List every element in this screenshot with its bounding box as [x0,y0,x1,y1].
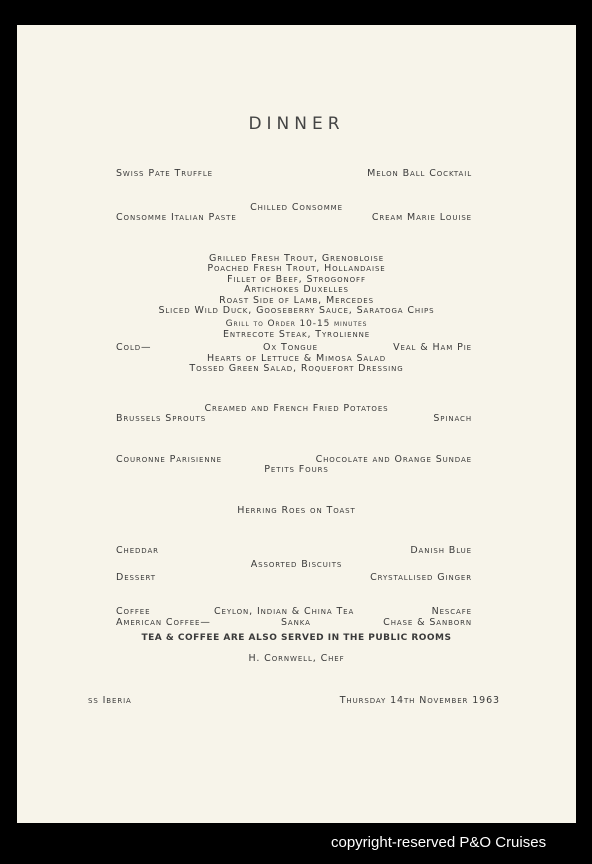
menu-title: DINNER [248,114,345,134]
beverage-coffee: Coffee [116,606,151,617]
dessert-fruit-right: Crystallised Ginger [370,572,472,583]
main-course: Grilled Fresh Trout, Grenobloise [208,253,385,264]
soup-right: Cream Marie Louise [371,212,472,223]
menu-date: Thursday 14th November 1963 [339,695,500,706]
main-course: Poached Fresh Trout, Hollandaise [207,263,386,274]
salad: Tossed Green Salad, Roquefort Dressing [189,363,404,374]
dessert-left: Couronne Parisienne [116,454,222,465]
main-course: Roast Side of Lamb, Mercedes [219,295,374,306]
dessert-center: Petits Fours [264,464,329,475]
soup-left: Consomme Italian Paste [116,212,237,223]
soup-center: Chilled Consomme [250,202,343,213]
beverage-american: American Coffee— [116,617,211,628]
main-course: Artichokes Duxelles [244,284,349,295]
ship-name: ss Iberia [88,695,132,706]
vegetable-left: Brussels Sprouts [116,413,207,424]
cold-item-ox-tongue: Ox Tongue [263,342,318,353]
beverage-chase: Chase & Sanborn [383,617,472,628]
cheese-left: Cheddar [116,545,159,556]
copyright-notice: copyright-reserved P&O Cruises [331,834,547,851]
cold-item-pie: Veal & Ham Pie [393,342,472,353]
main-course: Sliced Wild Duck, Gooseberry Sauce, Saratoga Chips [158,305,435,316]
savoury: Herring Roes on Toast [237,505,356,516]
grill-note: Grill to Order 10-15 minutes [225,319,368,329]
main-course: Fillet of Beef, Strogonoff [227,274,366,285]
salad: Hearts of Lettuce & Mimosa Salad [206,353,387,364]
chef-signature: H. Cornwell, Chef [248,653,345,664]
dessert-fruit-left: Dessert [116,572,156,583]
beverage-tea: Ceylon, Indian & China Tea [214,606,355,617]
menu-card [17,25,576,823]
appetizer-left: Swiss Pate Truffle [116,168,213,179]
cheese-right: Danish Blue [410,545,472,556]
appetizer-right: Melon Ball Cocktail [367,168,472,179]
vegetable-right: Spinach [433,413,472,424]
vegetable-center: Creamed and French Fried Potatoes [204,403,389,414]
cold-label: Cold— [116,342,152,353]
grill-item: Entrecote Steak, Tyrolienne [222,329,371,340]
beverage-nescafe: Nescafe [431,606,472,617]
cheese-center: Assorted Biscuits [250,559,343,570]
dessert-right: Chocolate and Orange Sundae [315,454,472,465]
beverage-sanka: Sanka [281,617,311,628]
public-rooms-notice: TEA & COFFEE ARE ALSO SERVED IN THE PUBLIC ROOMS [141,633,452,643]
